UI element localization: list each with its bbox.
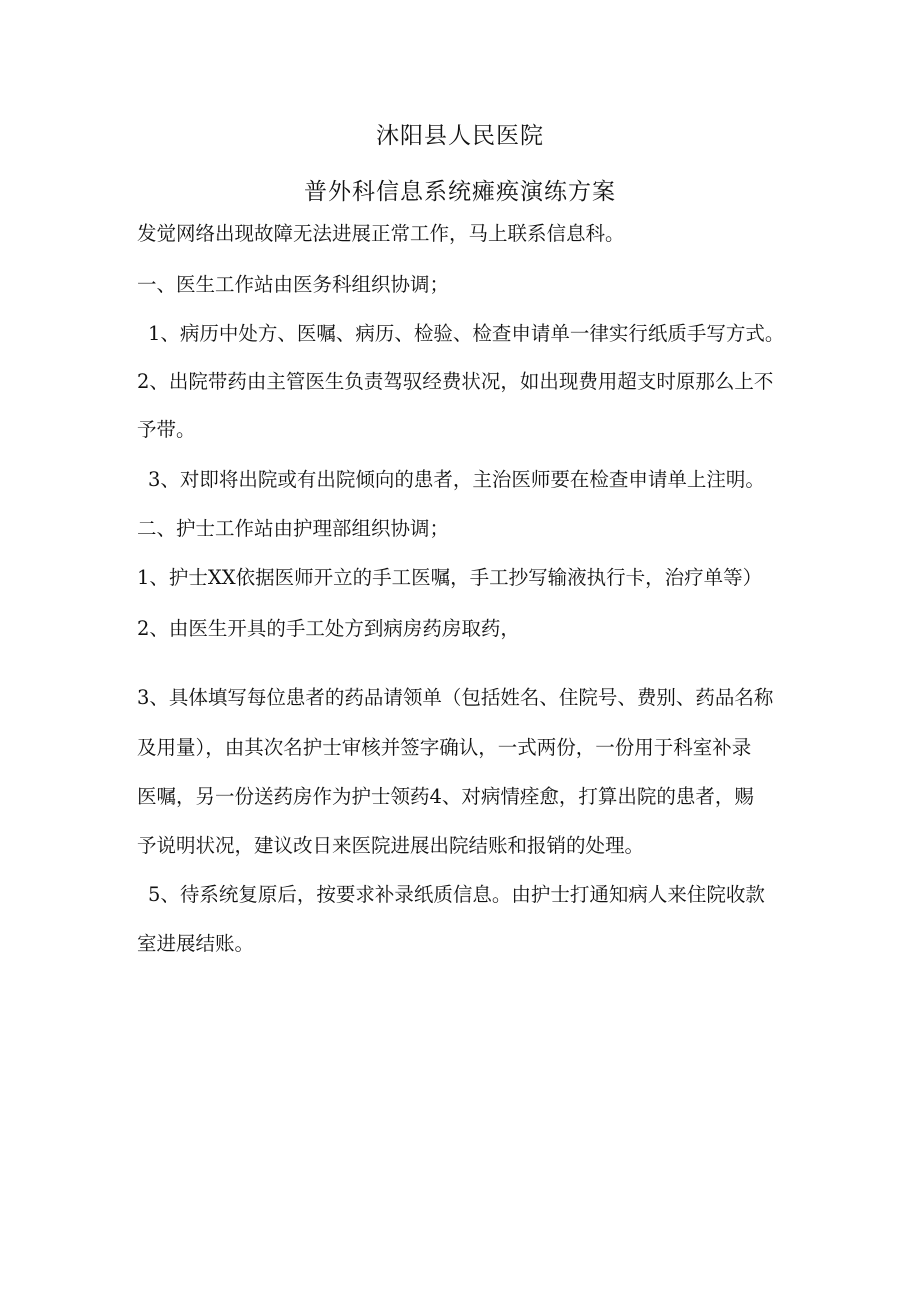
text-line: 2、出院带药由主管医生负责驾驭经费状况，如出现费用超支时原那么上不 <box>137 370 774 393</box>
text-line: 3、对即将出院或有出院倾向的患者，主治医师要在检查申请单上注明。 <box>148 468 765 491</box>
text-line: 予说明状况，建议改日来医院进展出院结账和报销的处理。 <box>137 834 645 857</box>
text-line: 1、病历中处方、医嘱、病历、检验、检查申请单一律实行纸质手写方式。 <box>148 322 785 345</box>
document-subtitle: 普外科信息系统瘫痪演练方案 <box>304 179 616 205</box>
text-line: 室进展结账。 <box>137 932 255 955</box>
text-line: 及用量），由其次名护士审核并签字确认，一式两份，一份用于科室补录 <box>137 736 752 759</box>
text-line: 3、具体填写每位患者的药品请领单（包括姓名、住院号、费别、药品名称 <box>137 686 774 709</box>
text-line: 1、护士XX依据医师开立的手工医嘱，手工抄写输液执行卡，治疗单等） <box>137 566 763 589</box>
text-line: 5、待系统复原后，按要求补录纸质信息。由护士打通知病人来住院收款 <box>148 883 765 906</box>
text-line: 2、由医生开具的手工处方到病房药房取药， <box>137 617 520 640</box>
text-line: 医嘱，另一份送药房作为护士领药4、对病情痊愈，打算出院的患者，赐 <box>137 785 754 808</box>
text-line: 发觉网络出现故障无法进展正常工作，马上联系信息科。 <box>137 222 625 245</box>
document-title: 沐阳县人民医院 <box>376 123 544 149</box>
section-heading: 二、护士工作站由护理部组织协调； <box>137 517 450 540</box>
text-line: 予带。 <box>137 418 196 441</box>
section-heading: 一、医生工作站由医务科组织协调； <box>137 273 450 296</box>
